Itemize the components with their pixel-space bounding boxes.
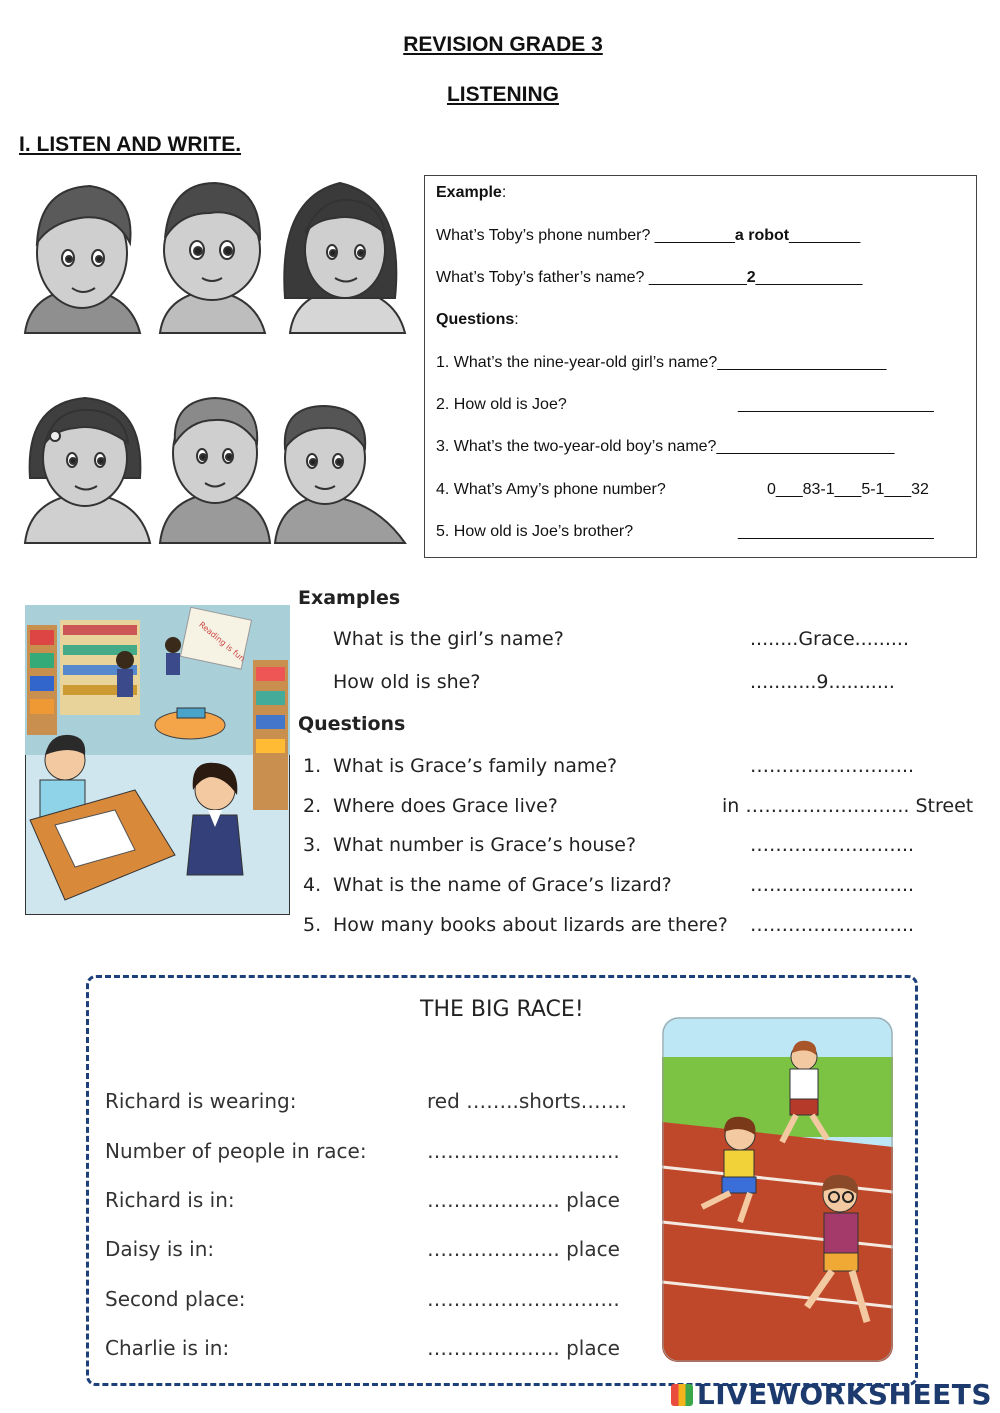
child-face-2 [160, 183, 265, 333]
question-row: 1. What’s the nine-year-old girl’s name?___________________ [436, 354, 887, 371]
question-row: 2. How old is Joe? [436, 396, 567, 413]
library-illustration [25, 605, 290, 915]
race-label: Richard is in: [105, 1188, 235, 1212]
race-answer[interactable]: red ……..shorts……. [427, 1089, 628, 1113]
race-answer[interactable]: ……………………….. [427, 1139, 620, 1163]
bookshelf-right [253, 660, 288, 810]
child-face-3 [284, 183, 405, 333]
child-face-1 [25, 186, 140, 333]
example-question: How old is she? [333, 671, 481, 693]
bookshelf-left [27, 625, 57, 735]
race-label: Second place: [105, 1287, 246, 1311]
example-label: Example: [436, 184, 507, 201]
children-faces-illustration [20, 178, 410, 548]
race-answer[interactable]: ……………….. place [427, 1188, 620, 1212]
answer-blank[interactable]: in …………………….. Street [722, 795, 974, 817]
example-row: What’s Toby’s phone number? _________a robot________ [436, 227, 861, 244]
question-text: What is Grace’s family name? [333, 755, 618, 777]
page-title: REVISION GRADE 3 [403, 33, 603, 56]
phone-number-blank[interactable]: 0___83-1___5-1___32 [767, 481, 929, 498]
race-label: Number of people in race: [105, 1139, 367, 1163]
race-answer[interactable]: ……………….. place [427, 1237, 620, 1261]
race-answer[interactable]: ……………………….. [427, 1287, 620, 1311]
race-label: Charlie is in: [105, 1336, 230, 1360]
example-answer: ........Grace......... [750, 628, 909, 650]
section-heading: I. LISTEN AND WRITE. [19, 133, 242, 156]
child-face-6 [275, 406, 405, 543]
girl-grace [187, 763, 243, 875]
question-row: 5. How old is Joe’s brother? [436, 523, 634, 540]
race-answer[interactable]: ……………….. place [427, 1336, 620, 1360]
page-subtitle: LISTENING [446, 83, 559, 106]
race-label: Daisy is in: [105, 1237, 215, 1261]
question-row: 4. What’s Amy’s phone number? [436, 481, 666, 498]
race-title: THE BIG RACE! [420, 997, 584, 1022]
question-text: What number is Grace’s house? [333, 834, 637, 856]
child-face-4 [25, 398, 150, 543]
question-number: 3. [303, 834, 322, 856]
example-answer: ...........9........... [750, 671, 895, 693]
question-text: Where does Grace live? [333, 795, 558, 817]
questions-label: Questions: [436, 311, 519, 328]
answer-blank[interactable]: ______________________ [738, 523, 934, 540]
example-question: What is the girl’s name? [333, 628, 564, 650]
question-number: 1. [303, 755, 322, 777]
race-label: Richard is wearing: [105, 1089, 297, 1113]
question-text: What is the name of Grace’s lizard? [333, 874, 672, 896]
answer-blank[interactable]: ______________________ [738, 396, 934, 413]
question-text: How many books about lizards are there? [333, 914, 728, 936]
answer-blank[interactable]: …………………….. [750, 834, 915, 856]
question-number: 2. [303, 795, 322, 817]
liveworksheets-icon [671, 1384, 693, 1406]
part1-question-box [424, 175, 977, 558]
race-illustration [662, 1017, 893, 1362]
questions-label: Questions [298, 713, 406, 735]
question-row: 3. What’s the two-year-old boy’s name?____________________ [436, 438, 895, 455]
poster-text: Reading is fun [197, 619, 247, 664]
answer-blank[interactable]: …………………….. [750, 755, 915, 777]
answer-blank[interactable]: …………………….. [750, 874, 915, 896]
child-face-5 [160, 398, 270, 543]
answer-blank[interactable]: …………………….. [750, 914, 915, 936]
liveworksheets-logo[interactable]: LIVEWORKSHEETS [671, 1378, 992, 1411]
example-row: What’s Toby’s father’s name? ___________2____________ [436, 269, 863, 286]
examples-label: Examples [298, 587, 401, 609]
question-number: 5. [303, 914, 322, 936]
question-number: 4. [303, 874, 322, 896]
